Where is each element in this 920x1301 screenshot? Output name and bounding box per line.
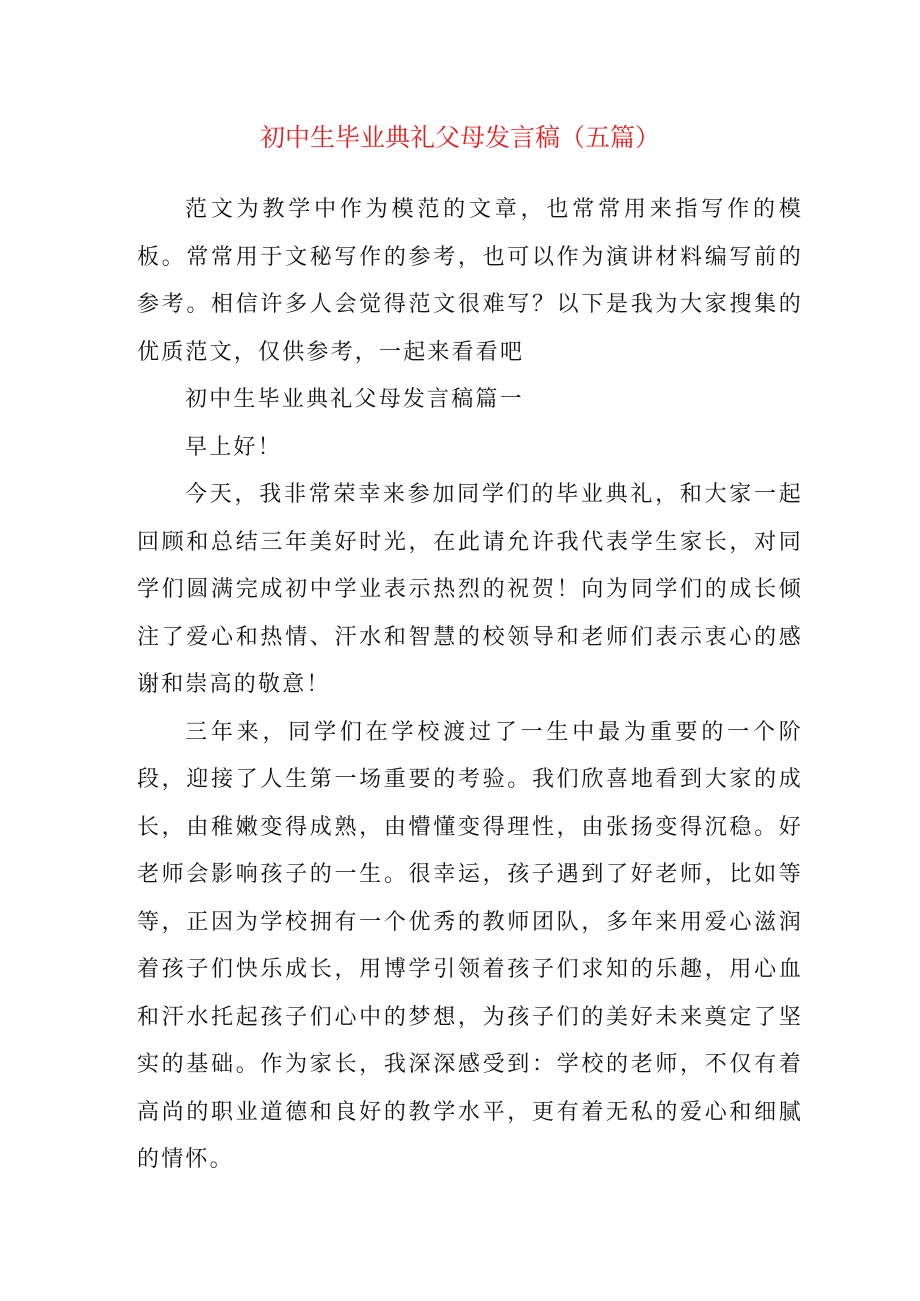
body-paragraph: 今天，我非常荣幸来参加同学们的毕业典礼，和大家一起回顾和总结三年美好时光，在此请允许我代表学生家长，对同学们圆满完成初中学业表示热烈的祝贺！向为同学们的成长倾注了爱心和热情、汗水和智慧的校领导和老师们表示衷心的感谢和崇高的敬意！ xyxy=(137,482,803,697)
greeting-paragraph: 早上好！ xyxy=(185,434,282,460)
document-body xyxy=(137,186,803,1184)
document-title: 初中生毕业典礼父母发言稿（五篇） xyxy=(259,123,660,152)
intro-paragraph: 范文为教学中作为模范的文章，也常常用来指写作的模板。常常用于文秘写作的参考，也可以作为演讲材料编写前的参考。相信许多人会觉得范文很难写？以下是我为大家搜集的优质范文，仅供参考，一起来看看吧 xyxy=(137,197,803,365)
body-paragraph: 三年来，同学们在学校渡过了一生中最为重要的一个阶段，迎接了人生第一场重要的考验。我们欣喜地看到大家的成长，由稚嫩变得成熟，由懵懂变得理性，由张扬变得沉稳。好老师会影响孩子的一生。很幸运，孩子遇到了好老师，比如等等，正因为学校拥有一个优秀的教师团队，多年来用爱心滋润着孩子们快乐成长，用博学引领着孩子们求知的乐趣，用心血和汗水托起孩子们心中的梦想，为孩子们的美好未来奠定了坚实的基础。作为家长，我深深感受到：学校的老师，不仅有着高尚的职业道德和良好的教学水平，更有着无私的爱心和细腻的情怀。 xyxy=(137,719,803,1172)
section-heading: 初中生毕业典礼父母发言稿篇一 xyxy=(185,387,524,412)
